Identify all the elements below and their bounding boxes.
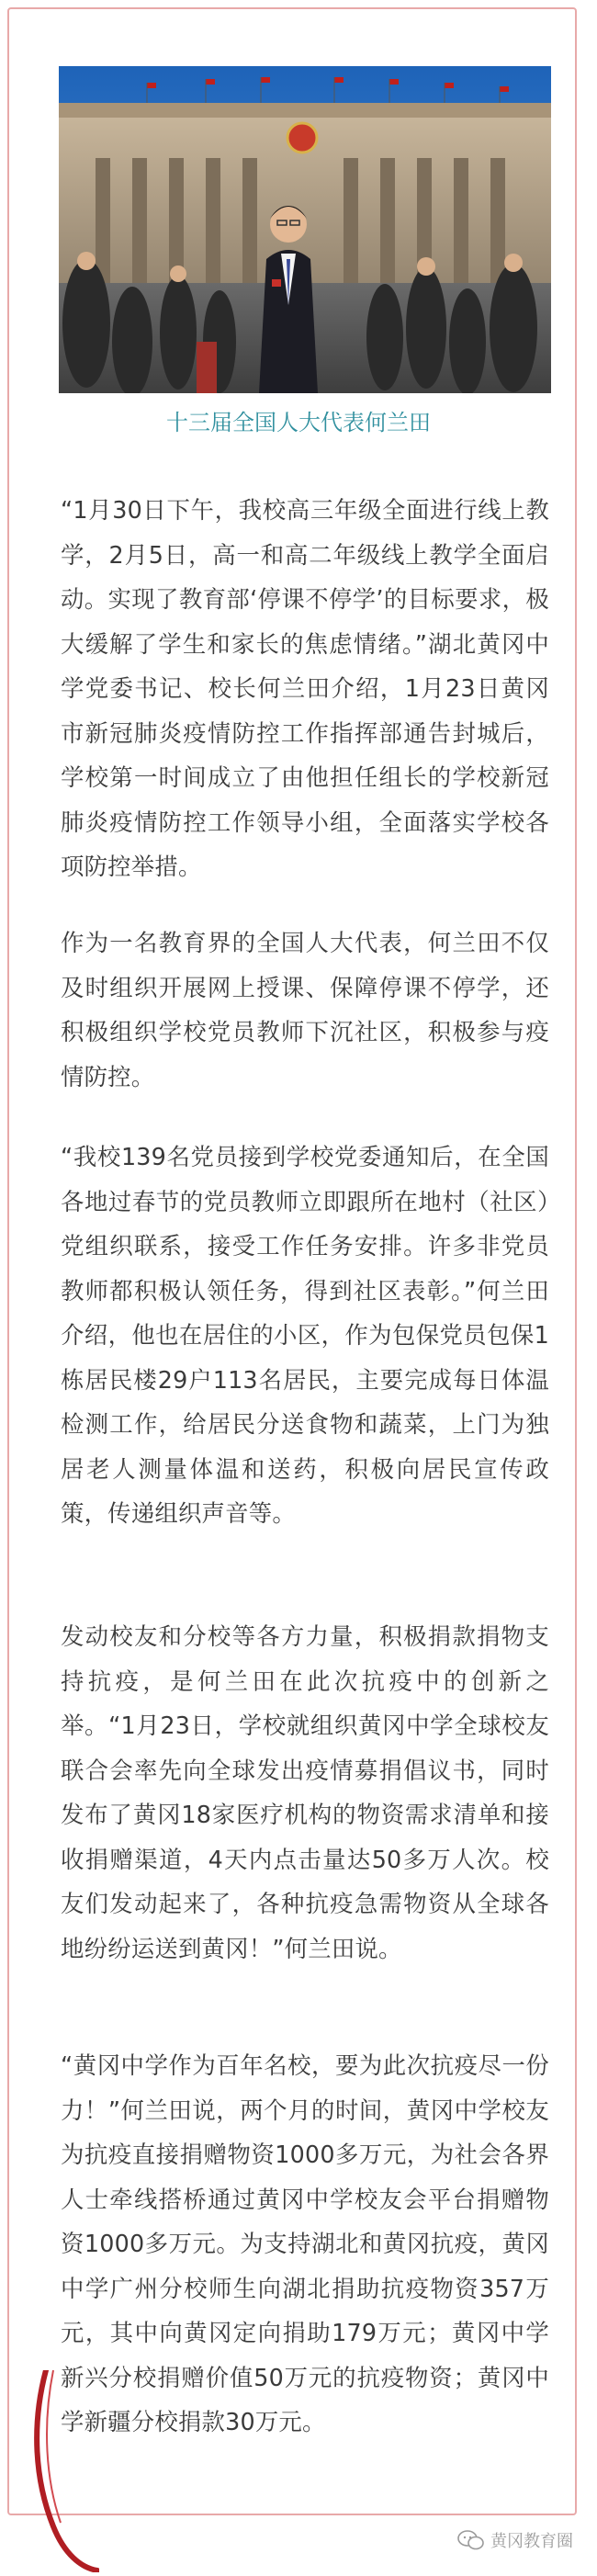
article-photo — [59, 66, 551, 393]
paragraph-5: “黄冈中学作为百年名校，要为此次抗疫尽一份力！”何兰田说，两个月的时间，黄冈中学校友为抗疫直接捐赠物资1000多万元，为社会各界人士牵线搭桥通过黄冈中学校友会平台捐赠物资1000多万元。为支持湖北和黄冈抗疫，黄冈中学广州分校师生向湖北捐助抗疫物资357万元，其中向黄冈定向捐助179万元；黄冈中学新兴分校捐赠价值50万元的抗疫物资；黄冈中学新疆分校捐款30万元。 — [61, 2051, 549, 2435]
paragraph-1: “1月30日下午，我校高三年级全面进行线上教学，2月5日，高一和高二年级线上教学全面启动。实现了教育部‘停课不停学’的目标要求，极大缓解了学生和家长的焦虑情绪。”湖北黄冈中学党委书记、校长何兰田介绍，1月23日黄冈市新冠肺炎疫情防控工作指挥部通告封城后，学校第一时间成立了由他担任组长的学校新冠肺炎疫情防控工作领导小组，全面落实学校各项防控举措。 — [61, 496, 549, 880]
paragraph-4: 发动校友和分校等各方力量，积极捐款捐物支持抗疫，是何兰田在此次抗疫中的创新之举。“1月23日，学校就组织黄冈中学全球校友联合会率先向全球发出疫情募捐倡议书，同时发布了黄冈18家医疗机构的物资需求清单和接收捐赠渠道，4天内点击量达50多万人次。校友们发动起来了，各种抗疫急需物资从全球各地纷纷运送到黄冈！”何兰田说。 — [61, 1622, 549, 1962]
paragraph-3: “我校139名党员接到学校党委通知后，在全国各地过春节的党员教师立即跟所在地村（社区）党组织联系，接受工作任务安排。许多非党员教师都积极认领任务，得到社区表彰。”何兰田介绍，他也在居住的小区，作为包保党员包保1栋居民楼29户113名居民，主要完成每日体温检测工作，给居民分送食物和蔬菜，上门为独居老人测量体温和送药，积极向居民宣传政策，传递组织声音等。 — [61, 1143, 549, 1527]
watermark-text: 黄冈教育圈 — [490, 2532, 573, 2551]
great-hall-photo — [59, 66, 551, 393]
red-ribbon-decoration — [26, 2370, 99, 2572]
wechat-icon — [457, 2530, 485, 2550]
photo-caption: 十三届全国人大代表何兰田 — [166, 410, 431, 435]
watermark — [457, 2528, 573, 2552]
paragraph-2: 作为一名教育界的全国人大代表，何兰田不仅及时组织开展网上授课、保障停课不停学，还积极组织学校党员教师下沉社区，积极参与疫情防控。 — [61, 929, 549, 1090]
